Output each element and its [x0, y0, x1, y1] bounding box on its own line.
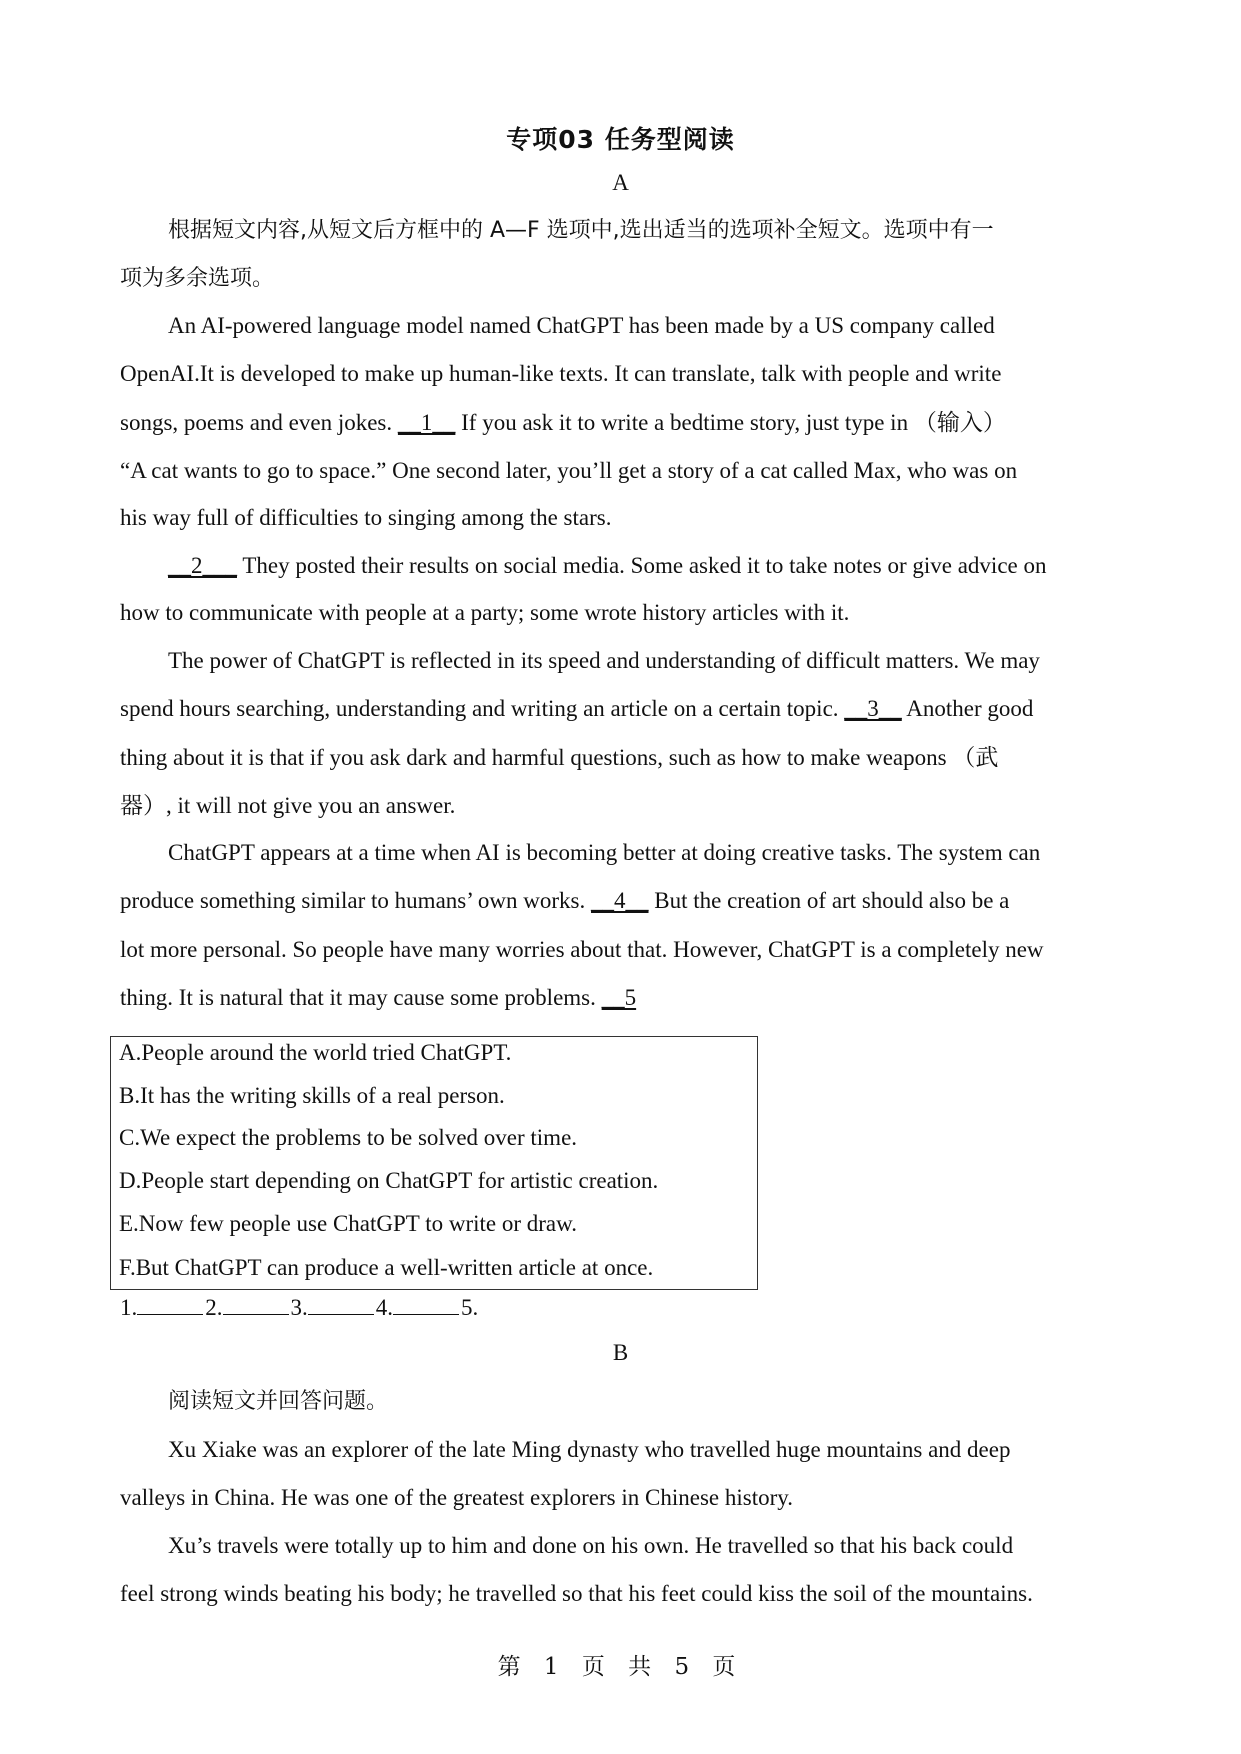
- page-footer: 第 1 页 共 5 页: [497, 1654, 744, 1680]
- paragraph-2-line-2: how to communicate with people at a party; some wrote history articles with it.: [120, 600, 850, 625]
- paragraph-1-line-2: OpenAI.It is developed to make up human-like texts. It can translate, talk with people and write: [120, 361, 1002, 386]
- paragraph-1-line-4: “A cat wants to go to space.” One second later, you’ll get a story of a cat called Max, who was on: [120, 458, 1018, 483]
- section-b-paragraph-1-line-2: valleys in China. He was one of the greatest explorers in Chinese history.: [120, 1485, 794, 1510]
- paragraph-1-line-3-text-a: songs, poems and even jokes.: [120, 410, 398, 435]
- answer-1-number: 1.: [120, 1295, 138, 1320]
- paragraph-3-line-3: thing about it is that if you ask dark and harmful questions, such as how to make weapons （武: [120, 745, 999, 770]
- answer-4-blank[interactable]: [393, 1292, 459, 1315]
- section-a-instruction-line-2: 项为多余选项。: [120, 266, 275, 291]
- blank-4[interactable]: __4__: [591, 888, 649, 913]
- paragraph-2-line-1-text: They posted their results on social media. Some asked it to take notes or give advice on: [237, 553, 1047, 578]
- paragraph-1-line-5: his way full of difficulties to singing among the stars.: [120, 505, 612, 530]
- section-b-paragraph-2-line-1: Xu’s travels were totally up to him and done on his own. He travelled so that his back could: [168, 1533, 1014, 1558]
- answer-3-blank[interactable]: [308, 1292, 374, 1315]
- paragraph-4-line-2: [120, 886, 1009, 916]
- answer-2-blank[interactable]: [223, 1292, 289, 1315]
- paragraph-4-line-2-text-b: But the creation of art should also be a: [648, 888, 1010, 913]
- section-b-instruction: 阅读短文并回答问题。: [168, 1389, 389, 1414]
- section-b-paragraph-2-line-2: feel strong winds beating his body; he travelled so that his feet could kiss the soil of the mountains.: [120, 1581, 1033, 1606]
- option-c: C.We expect the problems to be solved over time.: [119, 1125, 578, 1150]
- answer-1-blank[interactable]: [137, 1292, 203, 1315]
- blank-1[interactable]: __1__: [397, 410, 456, 435]
- paragraph-3-line-2: [120, 694, 1033, 724]
- answer-5-number: 5.: [461, 1295, 479, 1320]
- paragraph-3-line-2-text-a: spend hours searching, understanding and writing an article on a certain topic.: [120, 696, 845, 721]
- paragraph-3-line-1: The power of ChatGPT is reflected in its speed and understanding of difficult matters. We may: [168, 648, 1040, 673]
- option-f: F.But ChatGPT can produce a well-written article at once.: [119, 1255, 654, 1280]
- option-d: D.People start depending on ChatGPT for artistic creation.: [119, 1168, 659, 1193]
- paragraph-3-line-2-text-b: Another good: [901, 696, 1034, 721]
- paragraph-4-line-3: lot more personal. So people have many worries about that. However, ChatGPT is a completely new: [120, 937, 1044, 962]
- option-e: E.Now few people use ChatGPT to write or draw.: [119, 1211, 577, 1236]
- paragraph-1-line-3-text-b: If you ask it to write a bedtime story, just type in （输入）: [455, 410, 1006, 435]
- option-b: B.It has the writing skills of a real person.: [119, 1083, 505, 1108]
- section-b-label: B: [612, 1340, 629, 1365]
- answer-2-number: 2.: [205, 1295, 223, 1320]
- answer-blanks: [120, 1292, 478, 1321]
- paragraph-4-line-4-text: thing. It is natural that it may cause some problems.: [120, 985, 602, 1010]
- blank-5[interactable]: __5: [601, 985, 637, 1010]
- paragraph-4-line-4: [120, 983, 636, 1013]
- section-a-instruction-line-1: 根据短文内容,从短文后方框中的 A—F 选项中,选出适当的选项补全短文。选项中有一: [168, 218, 994, 243]
- section-a-label: A: [612, 170, 629, 195]
- paragraph-1-line-1: An AI-powered language model named ChatGPT has been made by a US company called: [168, 313, 995, 338]
- blank-3[interactable]: __3__: [844, 696, 902, 721]
- blank-2[interactable]: __2___: [168, 553, 237, 578]
- paragraph-4-line-1: ChatGPT appears at a time when AI is becoming better at doing creative tasks. The system can: [168, 840, 1041, 865]
- answer-4-number: 4.: [375, 1295, 393, 1320]
- paragraph-4-line-2-text-a: produce something similar to humans’ own works.: [120, 888, 592, 913]
- option-a: A.People around the world tried ChatGPT.: [119, 1040, 512, 1065]
- answer-3-number: 3.: [290, 1295, 308, 1320]
- paragraph-3-line-4: 器）, it will not give you an answer.: [120, 793, 456, 818]
- options-box: [110, 1036, 758, 1290]
- page-title: 专项03 任务型阅读: [506, 125, 735, 154]
- paragraph-1-line-3: [120, 408, 1006, 438]
- paragraph-2-line-1: [168, 551, 1047, 581]
- section-b-paragraph-1-line-1: Xu Xiake was an explorer of the late Ming dynasty who travelled huge mountains and deep: [168, 1437, 1011, 1462]
